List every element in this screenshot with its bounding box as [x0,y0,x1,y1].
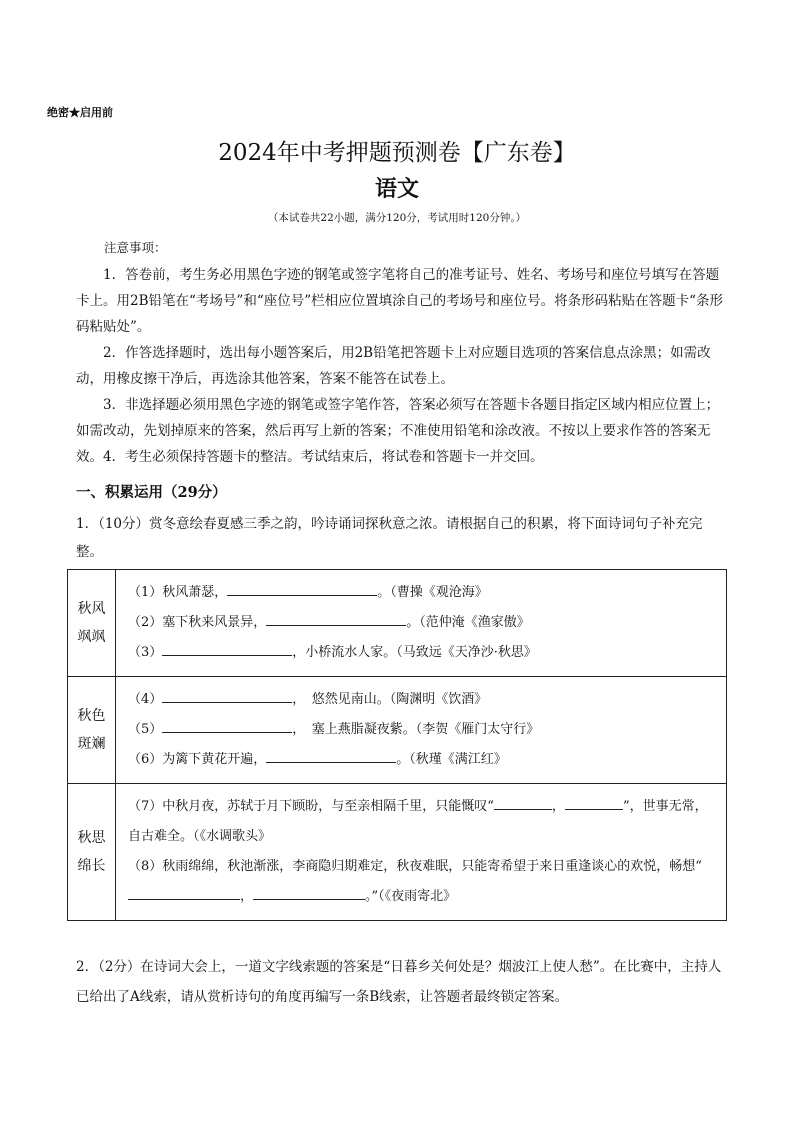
line-suffix: 。（范仲淹《渔家傲》 [406,615,530,630]
category-line: 绵长 [77,858,106,874]
notice-heading: 注意事项： [104,240,167,255]
answer-blank[interactable] [162,688,292,703]
line-suffix: ， 悠然见南山。（陶渊明《饮酒》 [292,692,488,707]
exam-title: 2024年中考押题预测卷【广东卷】 [218,140,576,166]
notice-item-2: 2．作答选择题时，选出每小题答案后，用2B铅笔把答题卡上对应题目选项的答案信息点涂黑；如需改动，用橡皮擦干净后，再选涂其他答案，答案不能答在试卷上。 [76,345,711,387]
notice-item-4: 4．考生必须保持答题卡的整洁。考试结束后，将试卷和答题卡一并交回。 [103,449,544,465]
answer-blank[interactable] [162,641,292,656]
subject-title: 语文 [374,176,419,202]
poem-group-2 [68,677,727,784]
category-cell [68,677,116,784]
answer-blank[interactable] [266,611,406,626]
answer-blank[interactable] [494,795,552,810]
poem-line-8 [128,852,718,912]
line-middle: ， [551,799,565,814]
category-line: 秋思 [77,830,106,846]
poem-line-7 [128,792,718,852]
poem-group-3 [68,784,727,921]
answer-blank[interactable] [162,718,292,733]
poem-line-1 [128,578,718,608]
poem-group-1 [68,570,727,677]
answer-blank[interactable] [128,885,240,900]
category-line: 秋色 [77,708,106,724]
line-prefix: （1）秋风萧瑟， [128,585,228,600]
exam-note: （本试卷共22小题，满分120分，考试用时120分钟。） [267,212,527,224]
line-prefix: （8）秋雨绵绵，秋池渐涨，李商隐归期难定，秋夜难眠，只能寄希望于来日重逢谈心的欢悦，畅想“ [128,859,702,874]
answer-blank[interactable] [266,748,396,763]
question-1-text: 1．（10分）赏冬意绘春夏感三季之韵，吟诗诵词探秋意之浓。请根据自己的积累，将下面诗词句子补充完整。 [76,516,703,560]
category-cell [68,570,116,677]
line-prefix: （3） [128,645,163,660]
line-suffix: ，小桥流水人家。（马致远《天净沙·秋思》 [292,645,537,660]
line-prefix: （6）为篱下黄花开遍， [128,752,267,767]
question-2-text: 2．（2分）在诗词大会上，一道文字线索题的答案是“日暮乡关何处是？烟波江上使人愁”。在比赛中，主持人已给出了A线索，请从赏析诗句的角度再编写一条B线索，让答题者最终锁定答案。 [76,959,722,1005]
confidential-label: 绝密★启用前 [47,106,113,119]
lines-cell [116,784,727,921]
poem-line-6 [128,745,718,775]
answer-blank[interactable] [253,885,365,900]
answer-blank[interactable] [227,581,377,596]
answer-blank[interactable] [565,795,623,810]
category-line: 斑斓 [77,736,106,752]
line-prefix: （7）中秋月夜，苏轼于月下顾盼，与至亲相隔千里，只能慨叹“ [128,799,494,814]
notice-item-1: 1．答卷前，考生务必用黑色字迹的钢笔或签字笔将自己的准考证号、姓名、考场号和座位号填写在答题卡上。用2B铅笔在“考场号”和“座位号”栏相应位置填涂自己的考场号和座位号。将条形码粘贴在答题卡“条形码粘贴处”。 [76,267,724,335]
line-prefix: （4） [128,692,163,707]
line-suffix: 。（秋瑾《满江红》 [396,752,507,767]
category-line: 秋风 [77,601,106,617]
poem-table [67,569,727,921]
section-heading: 一、积累运用（29分） [76,484,227,501]
lines-cell [116,570,727,677]
category-line: 飒飒 [77,629,106,645]
line-prefix: （2）塞下秋来风景异， [128,615,267,630]
notice-item-3: 3．非选择题必须用黑色字迹的钢笔或签字笔作答，答案必须写在答题卡各题目指定区域内相应位置上；如需改动，先划掉原来的答案，然后再写上新的答案；不准使用铅笔和涂改液。不按以上要求作答的答案无效。 [76,397,720,465]
category-cell [68,784,116,921]
poem-line-2 [128,608,718,638]
line-suffix: 。”（《夜雨寄北》 [365,889,457,904]
line-suffix: 。（曹操《观沧海》 [377,585,488,600]
line-middle: ， [240,889,254,904]
line-prefix: （5） [128,722,163,737]
line-suffix: ”，世事无常，自古难全。（《水调歌头》 [128,799,708,844]
poem-line-5 [128,715,718,745]
poem-line-4 [128,685,718,715]
poem-line-3 [128,638,718,668]
lines-cell [116,677,727,784]
line-suffix: ， 塞上燕脂凝夜紫。（李贺《雁门太守行》 [292,722,540,737]
